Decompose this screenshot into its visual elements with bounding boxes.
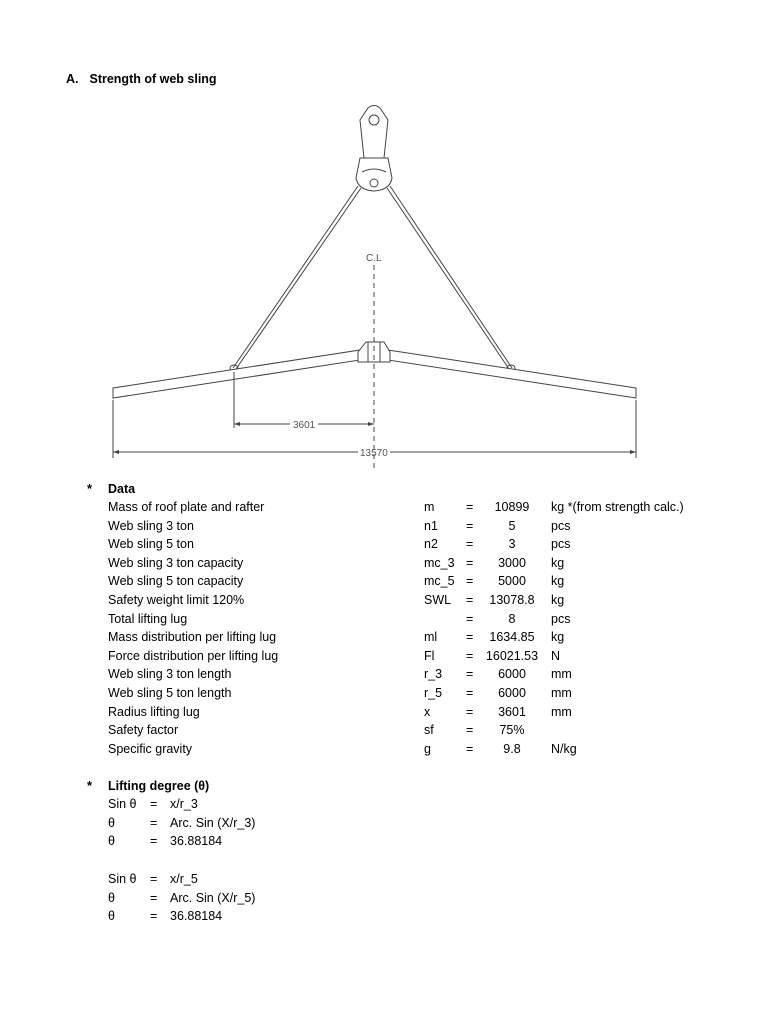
row-symbol: Fl [424,648,435,663]
shackle [356,158,392,191]
lifting-title: Lifting degree (θ) [108,779,210,793]
formula-row [0,816,400,834]
formula-lhs: θ [108,909,115,924]
row-unit: mm [551,704,572,719]
row-label: Web sling 5 ton [108,537,194,552]
section-title: Strength of web sling [89,72,217,86]
row-label: Specific gravity [108,741,193,756]
data-row [0,519,768,537]
row-label: Web sling 5 ton length [108,686,232,700]
dim-radius-label: 3601 [293,420,316,431]
row-value: 16021.53 [485,648,539,663]
formula-rhs: Arc. Sin (X/r_3) [170,815,256,830]
row-label: Mass of roof plate and rafter [108,500,265,514]
data-row [0,686,768,704]
row-label: Safety factor [108,723,179,738]
data-row [0,574,768,592]
row-label: Radius lifting lug [108,704,200,719]
formula-equals: = [150,815,158,830]
formula-rhs: x/r_5 [170,872,198,886]
formula-lhs: θ [108,834,115,849]
formula-lhs: θ [108,890,115,905]
row-symbol: ml [424,630,438,645]
row-equals: = [466,704,474,719]
row-equals: = [466,500,474,514]
row-value: 9.8 [503,741,521,756]
lifting-bullet: * [87,778,93,793]
formula-row [0,909,400,927]
row-equals: = [466,723,474,738]
rafter-beam-right [388,350,636,398]
formula-rhs: 36.88184 [170,909,223,924]
row-value: 3000 [498,555,526,570]
row-symbol: sf [424,723,434,738]
formula-equals: = [150,797,158,811]
row-symbol: m [424,500,435,514]
formula-lhs: Sin θ [108,872,137,886]
section-number: A. [66,72,79,86]
row-value: 10899 [494,500,530,514]
row-equals: = [466,555,474,570]
row-symbol: x [424,704,431,719]
row-label: Web sling 3 ton [108,518,194,533]
hook-icon [360,106,388,159]
row-unit: kg [551,574,565,589]
row-label: Total lifting lug [108,611,188,626]
row-label: Mass distribution per lifting lug [108,630,277,645]
row-symbol: g [424,741,431,756]
row-equals: = [466,630,474,645]
formula-equals: = [150,909,158,924]
row-equals: = [466,741,474,756]
row-label: Web sling 3 ton capacity [108,555,244,570]
dim-total-label: 13570 [360,448,388,459]
formula-equals: = [150,834,158,849]
row-symbol: r_5 [424,686,443,700]
row-unit: kg *(from strength calc.) [551,500,684,514]
sling-right [390,186,512,368]
row-unit: kg [551,593,565,607]
row-unit: pcs [551,611,571,626]
data-row [0,537,768,555]
data-row [0,742,768,760]
row-symbol: mc_5 [424,574,455,589]
data-row [0,705,768,723]
row-value: 3 [508,537,516,552]
row-equals: = [466,593,474,607]
formula-row [0,797,400,815]
data-row [0,500,768,518]
sling-left [233,186,358,368]
row-value: 1634.85 [489,630,535,645]
row-symbol: mc_3 [424,555,455,570]
data-title: Data [108,482,136,496]
formula-equals: = [150,890,158,905]
row-equals: = [466,611,474,626]
row-value: 5000 [498,574,526,589]
row-unit: pcs [551,537,571,552]
data-bullet: * [87,481,93,496]
row-equals: = [466,648,474,663]
centerline-label: C.L [366,253,382,264]
formula-rhs: x/r_3 [170,797,198,811]
row-label: Force distribution per lifting lug [108,648,279,663]
row-label: Web sling 5 ton capacity [108,574,244,589]
formula-equals: = [150,872,158,886]
data-row [0,593,768,611]
data-row [0,630,768,648]
row-unit: N/kg [551,741,577,756]
data-row [0,556,768,574]
row-value: 75% [499,723,525,738]
data-row [0,723,768,741]
row-label: Web sling 3 ton length [108,667,232,682]
row-value: 5 [508,518,516,533]
row-value: 6000 [498,667,526,682]
row-value: 8 [508,611,516,626]
formula-row [0,872,400,890]
row-value: 13078.8 [489,593,535,607]
data-row [0,649,768,667]
formula-lhs: θ [108,815,115,830]
row-unit: kg [551,555,565,570]
row-equals: = [466,667,474,682]
row-value: 6000 [498,686,526,700]
rafter-beam-left [113,350,360,398]
formula-rhs: 36.88184 [170,834,223,849]
row-equals: = [466,537,474,552]
formula-row [0,891,400,909]
formula-rhs: Arc. Sin (X/r_5) [170,890,256,905]
row-equals: = [466,518,474,533]
row-symbol: n2 [424,537,438,552]
row-symbol: SWL [424,593,452,607]
data-row [0,667,768,685]
row-symbol: n1 [424,518,438,533]
row-value: 3601 [498,704,526,719]
web-sling-drawing [0,0,768,480]
data-row [0,612,768,630]
row-equals: = [466,686,474,700]
row-unit: N [551,648,561,663]
row-label: Safety weight limit 120% [108,593,245,607]
row-unit: mm [551,686,572,700]
formula-lhs: Sin θ [108,797,137,811]
row-unit: pcs [551,518,571,533]
row-equals: = [466,574,474,589]
formula-row [0,834,400,852]
row-unit: mm [551,667,572,682]
row-unit: kg [551,630,565,645]
row-symbol: r_3 [424,667,443,682]
